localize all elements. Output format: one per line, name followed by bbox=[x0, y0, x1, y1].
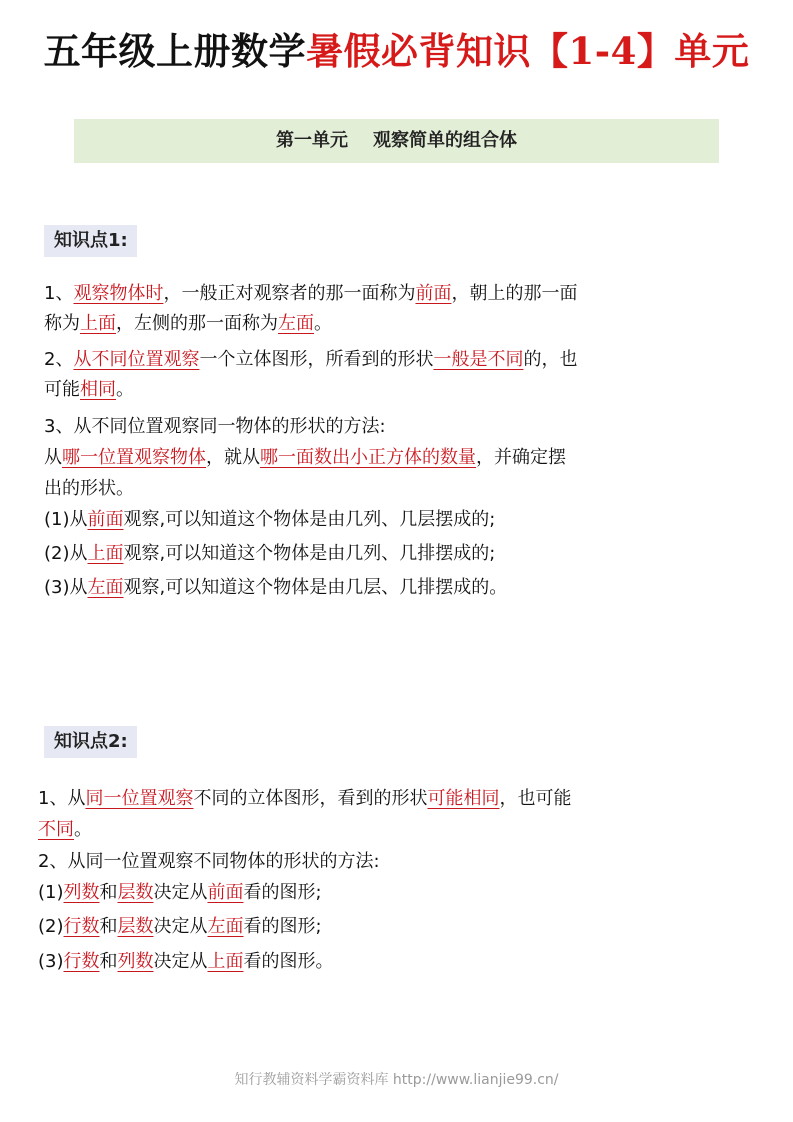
kp1-line bbox=[44, 312, 332, 336]
text-segment: 决定从 bbox=[153, 882, 208, 903]
kp2-line bbox=[38, 915, 322, 939]
text-segment: ，也可能 bbox=[499, 788, 572, 809]
key-term: 前面 bbox=[415, 283, 452, 304]
text-segment: ，朝上的那一面 bbox=[451, 283, 578, 304]
kp1-line bbox=[44, 348, 577, 372]
knowledge-point-1-label: 知识点1: bbox=[44, 225, 137, 257]
text-segment: 不同的立体图形，看到的形状 bbox=[193, 788, 428, 809]
text-segment: 可能 bbox=[44, 379, 80, 400]
kp1-line bbox=[44, 415, 386, 439]
knowledge-point-2-label: 知识点2: bbox=[44, 726, 137, 758]
key-term: 可能相同 bbox=[427, 788, 500, 809]
kp1-line bbox=[44, 508, 495, 532]
text-segment: (2)从 bbox=[44, 543, 88, 564]
title-highlight: 暑假必背知识【1-4】单元 bbox=[306, 29, 750, 73]
key-term: 哪一面数出小正方体的数量 bbox=[260, 447, 476, 468]
text-segment: 看的图形; bbox=[243, 882, 322, 903]
kp2-line bbox=[38, 787, 571, 811]
key-term: 从不同位置观察 bbox=[73, 349, 200, 370]
key-term: 哪一位置观察物体 bbox=[62, 447, 206, 468]
key-term: 一般是不同 bbox=[433, 349, 524, 370]
text-segment: ，并确定摆 bbox=[476, 447, 566, 468]
unit-banner: 第一单元 观察简单的组合体 bbox=[74, 119, 719, 163]
text-segment: 的，也 bbox=[523, 349, 578, 370]
text-segment: 和 bbox=[99, 882, 118, 903]
key-term: 前面 bbox=[207, 882, 244, 903]
text-segment: 一个立体图形，所看到的形状 bbox=[199, 349, 434, 370]
key-term: 列数 bbox=[117, 951, 154, 972]
key-term: 上面 bbox=[80, 313, 116, 334]
key-term: 列数 bbox=[63, 882, 100, 903]
page-title bbox=[0, 26, 793, 76]
key-term: 不同 bbox=[38, 819, 74, 840]
key-term: 同一位置观察 bbox=[85, 788, 194, 809]
key-term: 左面 bbox=[278, 313, 314, 334]
text-segment: 和 bbox=[99, 951, 118, 972]
text-segment: 。 bbox=[314, 313, 332, 334]
kp1-line bbox=[44, 446, 566, 470]
key-term: 左面 bbox=[87, 577, 124, 598]
key-term: 上面 bbox=[87, 543, 124, 564]
text-segment: 观察,可以知道这个物体是由几层、几排摆成的。 bbox=[123, 577, 508, 598]
text-segment: 从 bbox=[44, 447, 62, 468]
text-segment: 1、从 bbox=[38, 788, 86, 809]
key-term: 层数 bbox=[117, 916, 154, 937]
text-segment: (3) bbox=[38, 951, 64, 972]
text-segment: 2、从同一位置观察不同物体的形状的方法: bbox=[38, 851, 380, 872]
text-segment: (3)从 bbox=[44, 577, 88, 598]
text-segment: 称为 bbox=[44, 313, 80, 334]
text-segment: ，一般正对观察者的那一面称为 bbox=[163, 283, 416, 304]
kp2-line bbox=[38, 850, 380, 874]
key-term: 前面 bbox=[87, 509, 124, 530]
kp1-line bbox=[44, 477, 134, 501]
text-segment: (1) bbox=[38, 882, 64, 903]
text-segment: 决定从 bbox=[153, 916, 208, 937]
text-segment: ，就从 bbox=[206, 447, 260, 468]
text-segment: (2) bbox=[38, 916, 64, 937]
text-segment: 出的形状。 bbox=[44, 478, 134, 499]
title-subject: 五年级上册数学 bbox=[43, 29, 307, 73]
kp1-line bbox=[44, 378, 134, 402]
kp1-line bbox=[44, 542, 495, 566]
kp2-line bbox=[38, 950, 334, 974]
key-term: 左面 bbox=[207, 916, 244, 937]
text-segment: 看的图形; bbox=[243, 916, 322, 937]
kp1-line bbox=[44, 576, 507, 600]
key-term: 行数 bbox=[63, 916, 100, 937]
kp1-line bbox=[44, 282, 577, 306]
text-segment: 。 bbox=[116, 379, 134, 400]
text-segment: 3、从不同位置观察同一物体的形状的方法: bbox=[44, 416, 386, 437]
text-segment: 和 bbox=[99, 916, 118, 937]
footer-watermark: 知行教辅资料学霸资料库 http://www.lianjie99.cn/ bbox=[234, 1072, 559, 1088]
key-term: 观察物体时 bbox=[73, 283, 164, 304]
text-segment: 2、 bbox=[44, 349, 74, 370]
kp2-line bbox=[38, 881, 322, 905]
text-segment: 1、 bbox=[44, 283, 74, 304]
kp2-line bbox=[38, 818, 92, 842]
key-term: 行数 bbox=[63, 951, 100, 972]
key-term: 上面 bbox=[207, 951, 244, 972]
text-segment: 。 bbox=[74, 819, 92, 840]
text-segment: 看的图形。 bbox=[243, 951, 334, 972]
text-segment: 观察,可以知道这个物体是由几列、几排摆成的; bbox=[123, 543, 496, 564]
text-segment: 观察,可以知道这个物体是由几列、几层摆成的; bbox=[123, 509, 496, 530]
text-segment: 决定从 bbox=[153, 951, 208, 972]
key-term: 相同 bbox=[80, 379, 116, 400]
text-segment: (1)从 bbox=[44, 509, 88, 530]
key-term: 层数 bbox=[117, 882, 154, 903]
text-segment: ，左侧的那一面称为 bbox=[116, 313, 278, 334]
